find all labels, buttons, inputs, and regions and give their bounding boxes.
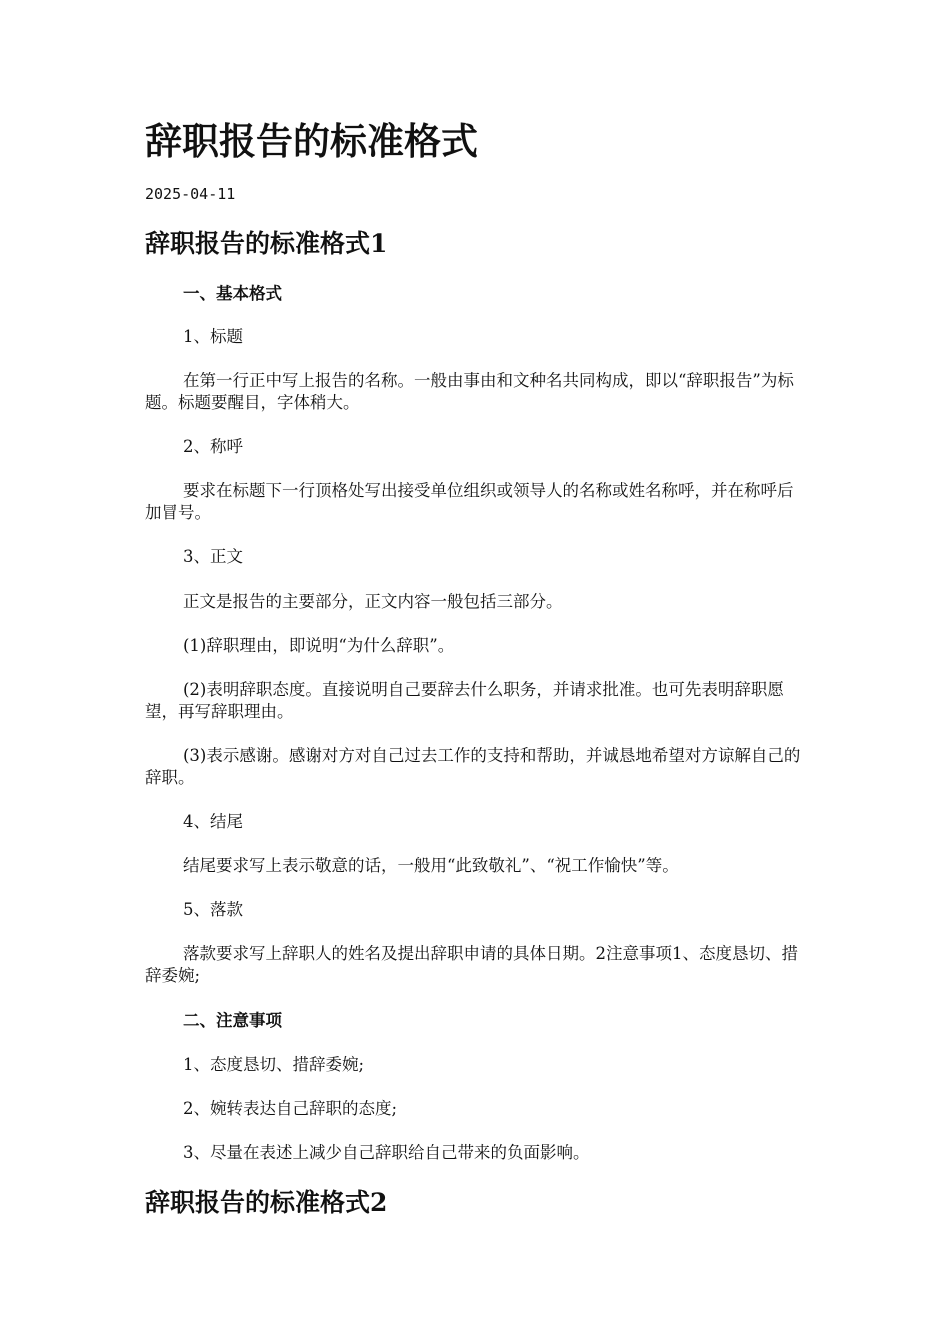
section-title-1: 辞职报告的标准格式1 (145, 229, 388, 258)
paragraph-salutation-desc: 要求在标题下一行顶格处写出接受单位组织或领导人的名称或姓名称呼，并在称呼后加冒号。 (145, 481, 794, 522)
paragraph-reason: (1)辞职理由，即说明“为什么辞职”。 (183, 636, 455, 655)
document-title: 辞职报告的标准格式 (145, 119, 478, 163)
subheading-signature: 5、落款 (183, 900, 243, 919)
paragraph-title-desc: 在第一行正中写上报告的名称。一般由事由和文种名共同构成，即以“辞职报告”为标题。标题要醒目，字体稍大。 (145, 371, 794, 412)
subheading-body: 3、正文 (183, 547, 243, 566)
subheading-salutation: 2、称呼 (183, 437, 243, 456)
subheading-title: 1、标题 (183, 327, 243, 346)
subheading-ending: 4、结尾 (183, 812, 243, 831)
list-item-note-2: 2、婉转表达自己辞职的态度; (183, 1099, 398, 1118)
list-item-note-3: 3、尽量在表述上减少自己辞职给自己带来的负面影响。 (183, 1143, 590, 1162)
paragraph-ending-desc: 结尾要求写上表示敬意的话，一般用“此致敬礼”、“祝工作愉快”等。 (183, 856, 679, 875)
paragraph-signature-desc: 落款要求写上辞职人的姓名及提出辞职申请的具体日期。2注意事项1、态度恳切、措辞委婉; (145, 944, 798, 985)
document-date: 2025-04-11 (145, 185, 236, 203)
heading-notes: 二、注意事项 (183, 1011, 282, 1030)
paragraph-attitude: (2)表明辞职态度。直接说明自己要辞去什么职务，并请求批准。也可先表明辞职愿望，再写辞职理由。 (145, 680, 784, 721)
paragraph-thanks: (3)表示感谢。感谢对方对自己过去工作的支持和帮助，并诚恳地希望对方谅解自己的辞职。 (145, 746, 801, 787)
section-title-2: 辞职报告的标准格式2 (145, 1188, 388, 1217)
paragraph-body-desc: 正文是报告的主要部分，正文内容一般包括三部分。 (183, 592, 563, 611)
heading-basic-format: 一、基本格式 (183, 284, 282, 303)
list-item-note-1: 1、态度恳切、措辞委婉; (183, 1055, 365, 1074)
